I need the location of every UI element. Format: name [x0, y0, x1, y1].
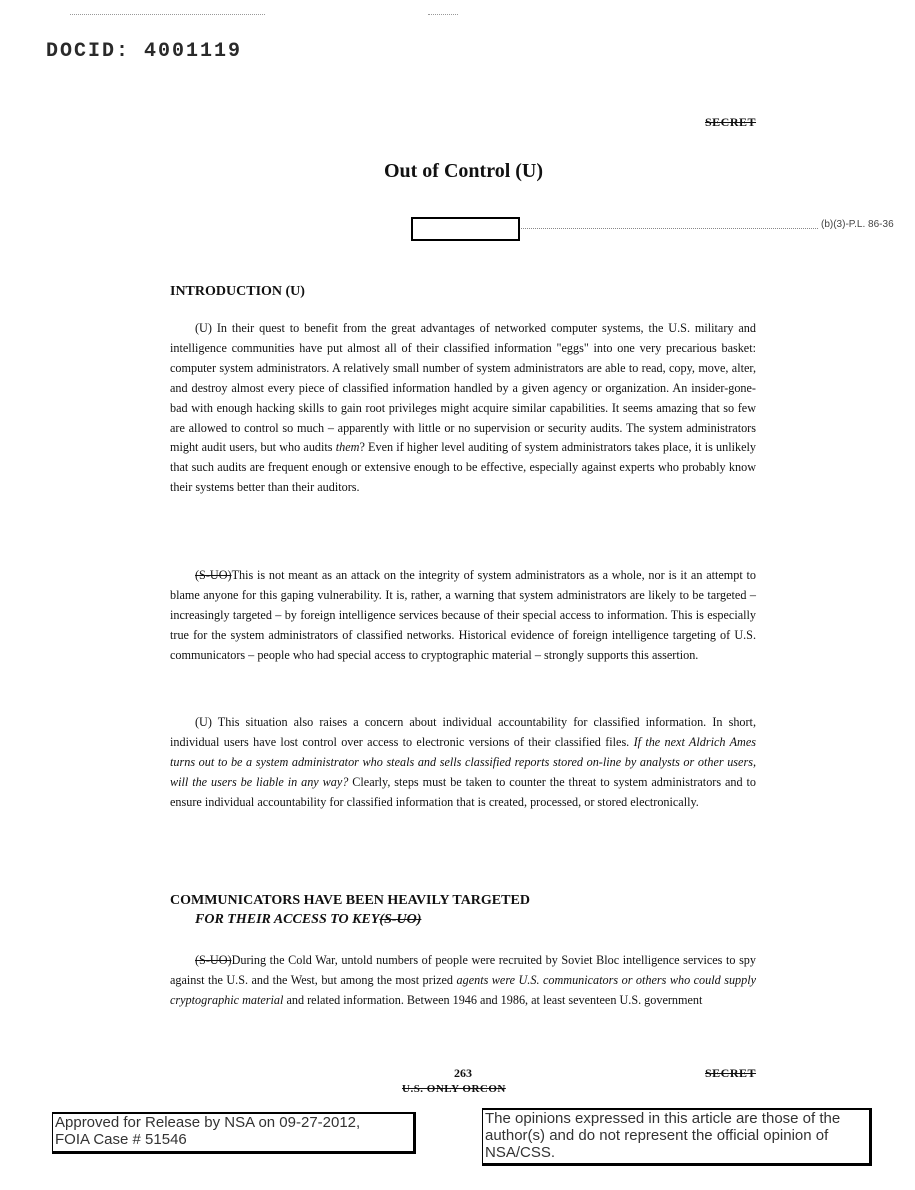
- article-title: Out of Control (U): [383, 160, 544, 182]
- struck-classification-mark: (S-UO): [195, 568, 232, 582]
- paragraph-text: Clearly, steps must be taken to counter the threat to system administrators and to ensure individual accountability for classified information that is created, processed, or stored electronically.: [170, 774, 756, 809]
- top-dotted-line: [70, 14, 265, 15]
- paragraph-intro-3: [170, 713, 756, 813]
- release-stamp-box: [52, 1112, 416, 1154]
- top-dotted-line-short: [428, 14, 458, 15]
- communicators-heading: COMMUNICATORS HAVE BEEN HEAVILY TARGETED: [170, 893, 530, 908]
- paragraph-emphasis: them: [335, 440, 360, 455]
- opinion-disclaimer-box: The opinions expressed in this article are those of the author(s) and do not represent the official opinion of NSA/CSS.: [482, 1108, 872, 1166]
- paragraph-text: (U) This situation also raises a concern about individual accountability for classified information. In short, individual users have lost control over access to electronic versions of their classified files.: [170, 715, 756, 749]
- paragraph-text: (U) In their quest to benefit from the great advantages of networked computer systems, the U.S. military and intelligence communities have put almost all of their classified information "eggs" into one very precarious basket: computer system administrators. A relatively small number of system administrators are able to read, copy, move, alter, and destroy almost every piece of classified information handled by a given agency or organization. An insider-gone-bad with enough hacking skills to gain root privileges might acquire similar capabilities. It seems amazing that so few are allowed to control so much – apparently with little or no supervision or security audits. The system administrators might audit users, but who audits: [170, 321, 756, 455]
- dissemination-caveat: U.S. ONLY ORCON: [402, 1083, 506, 1095]
- page-number: 263: [454, 1066, 472, 1080]
- author-redaction-box: [411, 217, 520, 241]
- subheading-text: FOR THEIR ACCESS TO KEY: [195, 912, 380, 927]
- struck-classification-mark: (S-UO): [195, 953, 232, 967]
- paragraph-text: ? Even if higher level auditing of system administrators takes place, it is unlikely that such audits are frequent enough or extensive enough to be effective, especially against experts who probably know their systems better than their auditors.: [170, 440, 756, 495]
- docid-number: 4001119: [144, 40, 243, 63]
- classification-marking-bottom: SECRET: [705, 1066, 757, 1080]
- paragraph-intro-1: [170, 319, 756, 498]
- release-line-1: Approved for Release by NSA on 09-27-2012,: [55, 1114, 361, 1131]
- paragraph-text: and related information. Between 1946 and 1986, at least seventeen U.S. government: [286, 992, 703, 1007]
- paragraph-communicators-1: [170, 951, 756, 1011]
- release-line-2: FOIA Case # 51546: [55, 1131, 187, 1148]
- paragraph-text: During the Cold War, untold numbers of people were recruited by Soviet Bloc intelligence services to spy against the U.S. and the West, but among the most prized: [170, 953, 756, 987]
- paragraph-text: This is not meant as an attack on the integrity of system administrators as a whole, nor is it an attempt to blame anyone for this gaping vulnerability. It is, rather, a warning that system administrators are likely to be targeted – increasingly targeted – by foreign intelligence services because of their special access to information. This is especially true for the system administrators of classified networks. Historical evidence of foreign intelligence targeting of U.S. communicators – people who had special access to cryptographic material – strongly supports this assertion.: [170, 568, 756, 662]
- communicators-subheading: [195, 912, 421, 928]
- docid-label: DOCID:: [46, 40, 131, 63]
- exemption-code: (b)(3)-P.L. 86-36: [821, 219, 894, 230]
- redaction-leader-line: [521, 228, 818, 229]
- paragraph-emphasis: agents were U.S. communicators or others who could supply cryptographic material: [170, 972, 757, 1007]
- paragraph-intro-2: [170, 566, 756, 666]
- introduction-heading: INTRODUCTION (U): [170, 284, 305, 299]
- classification-marking-top: SECRET: [705, 115, 757, 129]
- struck-classification-mark: (S-UO): [379, 912, 422, 927]
- document-id: [46, 40, 242, 63]
- paragraph-emphasis: If the next Aldrich Ames turns out to be a system administrator who steals and sells classified reports stored on-line by analysts or other users, will the users be liable in any way?: [170, 734, 756, 789]
